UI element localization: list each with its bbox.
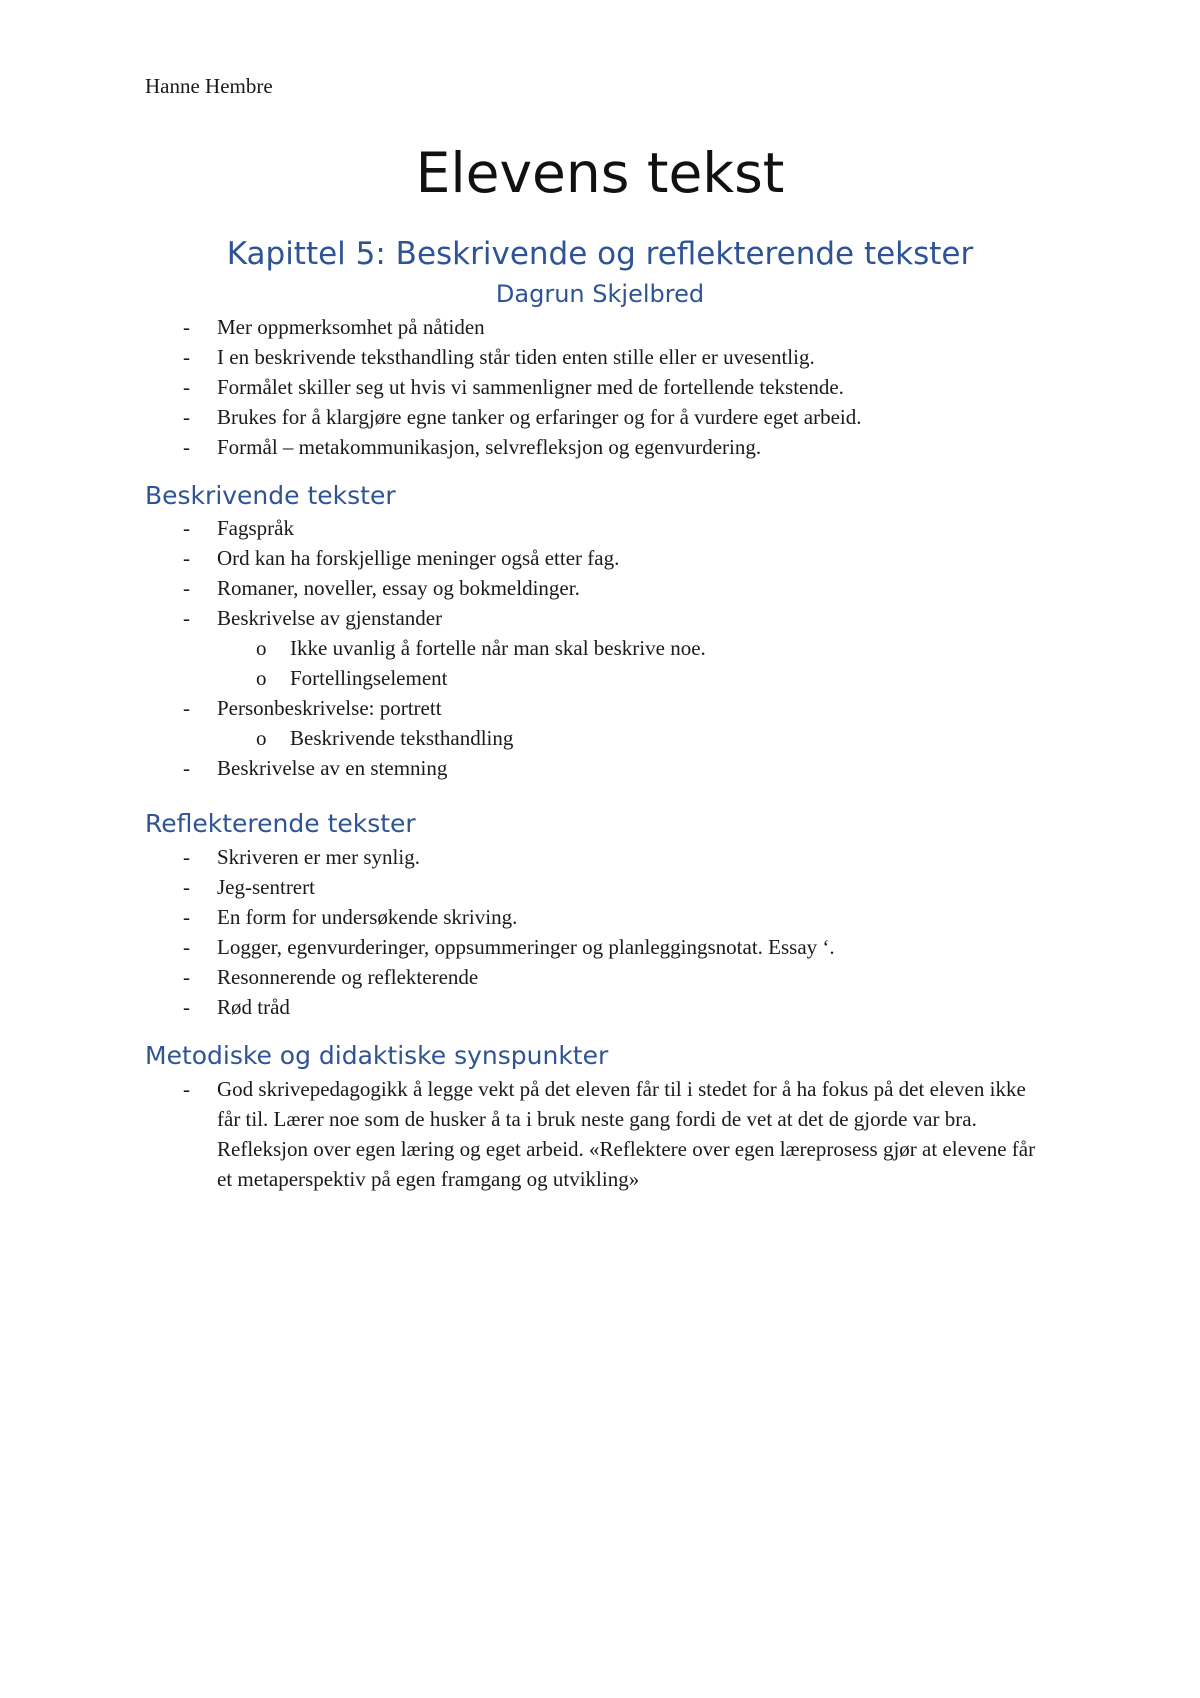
list-item: - Logger, egenvurderinger, oppsummeringer og planleggingsnotat. Essay ‘.	[0, 932, 1047, 962]
beskrivende-list	[0, 513, 1200, 783]
dash-marker: -	[183, 375, 190, 399]
dash-marker: -	[183, 546, 190, 570]
list-item: - Formål – metakommunikasjon, selvrefleksjon og egenvurdering.	[0, 432, 1047, 462]
sub-list-item: o Fortellingselement	[0, 663, 1050, 693]
intro-list	[0, 312, 1200, 462]
list-item: - Jeg-sentrert	[0, 872, 1047, 902]
dash-marker: -	[183, 315, 190, 339]
dash-marker: -	[183, 1077, 190, 1101]
dash-marker: -	[183, 576, 190, 600]
section-heading-beskrivende: Beskrivende tekster	[145, 481, 396, 510]
dash-marker: -	[183, 435, 190, 459]
list-item: - Resonnerende og reflekterende	[0, 962, 1047, 992]
list-item: - Mer oppmerksomhet på nåtiden	[0, 312, 1047, 342]
list-item: - Beskrivelse av gjenstander	[0, 603, 1047, 633]
list-item: - I en beskrivende teksthandling står tiden enten stille eller er uvesentlig.	[0, 342, 1047, 372]
list-item: - God skrivepedagogikk å legge vekt på det eleven får til i stedet for å ha fokus på det eleven ikke får til. Lærer noe som de husker å ta i bruk neste gang fordi de vet at det de gjorde var bra. Refleksjon over egen læring og eget arbeid. «Reflektere over egen læreprosess gjør at elevene får et metaperspektiv på egen framgang og utvikling»	[0, 1074, 1047, 1194]
dash-marker: -	[183, 345, 190, 369]
list-item: - Ord kan ha forskjellige meninger også etter fag.	[0, 543, 1047, 573]
dash-marker: -	[183, 905, 190, 929]
list-item: - Skriveren er mer synlig.	[0, 842, 1047, 872]
chapter-title: Kapittel 5: Beskrivende og reflekterende tekster	[226, 236, 974, 272]
list-item: - Fagspråk	[0, 513, 1047, 543]
list-item: - Beskrivelse av en stemning	[0, 753, 1047, 783]
dash-marker: -	[183, 995, 190, 1019]
circle-marker: o	[256, 726, 267, 750]
dash-marker: -	[183, 756, 190, 780]
dash-marker: -	[183, 875, 190, 899]
list-item: - Romaner, noveller, essay og bokmeldinger.	[0, 573, 1047, 603]
dash-marker: -	[183, 845, 190, 869]
section-heading-reflekterende: Reflekterende tekster	[145, 809, 416, 838]
list-item: - Personbeskrivelse: portrett	[0, 693, 1047, 723]
reflekterende-list	[0, 842, 1200, 1022]
dash-marker: -	[183, 935, 190, 959]
dash-marker: -	[183, 965, 190, 989]
circle-marker: o	[256, 666, 267, 690]
list-item: - Brukes for å klargjøre egne tanker og erfaringer og for å vurdere eget arbeid.	[0, 402, 1047, 432]
list-item: - Formålet skiller seg ut hvis vi sammenligner med de fortellende tekstende.	[0, 372, 1047, 402]
chapter-author: Dagrun Skjelbred	[495, 280, 705, 308]
sub-list-item: o Ikke uvanlig å fortelle når man skal beskrive noe.	[0, 633, 1050, 663]
metodiske-list	[0, 1074, 1200, 1194]
dash-marker: -	[183, 606, 190, 630]
section-heading-metodiske: Metodiske og didaktiske synspunkter	[145, 1041, 609, 1070]
document-title: Elevens tekst	[415, 141, 785, 205]
list-item: - En form for undersøkende skriving.	[0, 902, 1047, 932]
dash-marker: -	[183, 405, 190, 429]
list-item: - Rød tråd	[0, 992, 1047, 1022]
dash-marker: -	[183, 696, 190, 720]
sub-list-item: o Beskrivende teksthandling	[0, 723, 1050, 753]
circle-marker: o	[256, 636, 267, 660]
dash-marker: -	[183, 516, 190, 540]
header-author: Hanne Hembre	[145, 74, 273, 98]
